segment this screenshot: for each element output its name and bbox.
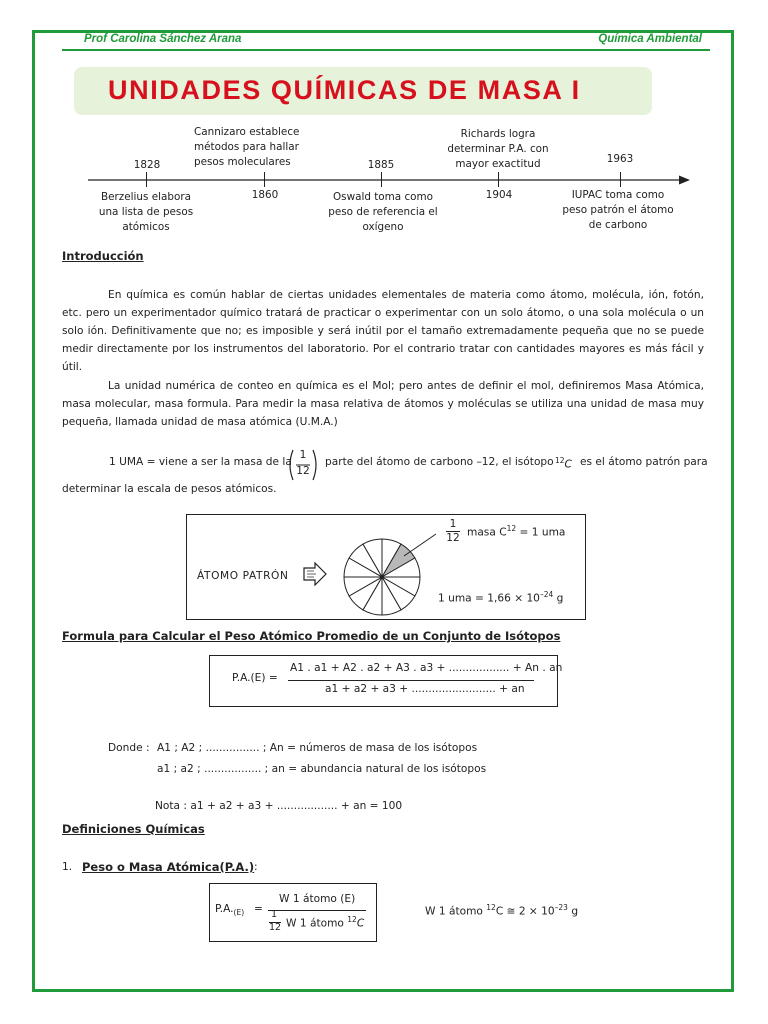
formula-fraction-bar: [288, 680, 534, 681]
pa-denominator: W 1 átomo $^{12}$C: [286, 915, 365, 930]
timeline-year-1963: 1963: [606, 153, 634, 165]
uma-value: 1 uma = $1,66 \times 10^{-24}$ g: [438, 590, 564, 605]
definition-colon: :: [254, 861, 258, 873]
pa-numerator: W 1 átomo (E): [279, 893, 356, 905]
uma-definition-end: es el átomo patrón para: [580, 456, 708, 468]
formula-heading: Formula para Calcular el Peso Atómico Promedio de un Conjunto de Isótopos: [62, 629, 561, 643]
donde-line-1: A1 ; A2 ; ................ ; An = números de masa de los isótopos: [157, 742, 478, 754]
timeline-event-oswald: Oswald toma como peso de referencia el oxígeno: [328, 191, 438, 233]
uma-definition-line2: determinar la escala de pesos atómicos.: [62, 483, 277, 495]
formula-numerator: A1 . a1 + A2 . a2 + A3 . a3 + .................. + An . an: [290, 662, 563, 674]
timeline-event-richards: Richards logra determinar P.A. con mayor exactitud: [447, 128, 549, 170]
formula-denominator: a1 + a2 + a3 + ......................... + an: [325, 683, 525, 695]
carbon-atom-mass: W 1 átomo $^{12}$C ≅ $2 \times 10^{-23}$ g: [425, 903, 579, 918]
intro-paragraph-1: En química es común hablar de ciertas unidades elementales de materia como átomo, molécula, ión, fotón, etc. pero un experimentador químico tratará de practicar o experimentar con un solo átomo, o una sola molécula o un solo ión. Definitivamente que no; es imposible y será inútil por el tamaño extremadamente pequeña que no se puede medir directamente por los instrumentos del laboratorio. Por el contrario tratar con cantidades mayores es más fácil y útil.: [62, 289, 704, 373]
uma-fraction-denominator: 12: [296, 465, 310, 477]
pa-fraction-bar: [268, 910, 366, 911]
timeline-tick: [620, 172, 621, 187]
pa-lhs: $P.A._{(E)}$: [215, 903, 245, 918]
pa-denominator-frac-den: 12: [269, 922, 282, 933]
nota: Nota : a1 + a2 + a3 + .................. + an = 100: [155, 800, 403, 812]
timeline-year-1904: 1904: [485, 189, 513, 201]
mass-c12-label: masa $C^{12} = 1$ uma: [467, 524, 566, 539]
timeline-tick: [381, 172, 382, 187]
uma-definition-start: 1 UMA = viene a ser la masa de la: [109, 456, 292, 468]
page-title: UNIDADES QUÍMICAS DE MASA I: [108, 75, 581, 105]
definition-title: Peso o Masa Atómica(P.A.): [82, 860, 255, 874]
header-author: Prof Carolina Sánchez Arana: [84, 33, 242, 45]
definitions-heading: Definiciones Químicas: [62, 822, 205, 836]
uma-fraction-numerator: 1: [299, 449, 307, 461]
timeline-year-1860: 1860: [251, 189, 279, 201]
pa-equals: =: [254, 903, 263, 915]
formula-lhs: P.A.(E) =: [232, 672, 278, 684]
definition-number: 1.: [62, 861, 73, 873]
slice-fraction-numerator: 1: [449, 518, 457, 530]
timeline-tick: [146, 172, 147, 187]
timeline-year-1828: 1828: [133, 159, 161, 171]
timeline-event-cannizaro: Cannizaro establece métodos para hallar pesos moleculares: [194, 126, 300, 168]
timeline-tick: [498, 172, 499, 187]
timeline-event-iupac: IUPAC toma como peso patrón el átomo de carbono: [562, 189, 674, 231]
donde-line-2: a1 ; a2 ; ................. ; an = abundancia natural de los isótopos: [157, 763, 487, 775]
uma-definition-mid: parte del átomo de carbono –12, el isótopo: [325, 456, 554, 468]
atom-pattern-label: ÁTOMO PATRÓN: [197, 570, 289, 582]
header-course: Química Ambiental: [598, 33, 702, 45]
isotope-symbol: $^{12}$C: [555, 456, 572, 471]
timeline-year-1885: 1885: [367, 159, 395, 171]
arrow-right-icon: [302, 562, 328, 586]
timeline-tick: [264, 172, 265, 187]
slice-fraction-denominator: 12: [446, 532, 460, 544]
intro-heading: Introducción: [62, 249, 144, 263]
pointer-line: [400, 530, 440, 560]
intro-paragraph-2: La unidad numérica de conteo en química es el Mol; pero antes de definir el mol, definiremos Masa Atómica, masa molecular, masa formula. Para medir la masa relativa de átomos y moléculas se utiliza una unidad de masa muy pequeña, llamada unidad de masa atómica (U.M.A.): [62, 380, 704, 428]
timeline-event-berzelius: Berzelius elabora una lista de pesos atómicos: [98, 191, 194, 233]
pa-denominator-frac-num: 1: [271, 909, 278, 920]
donde-label: Donde :: [108, 742, 150, 754]
